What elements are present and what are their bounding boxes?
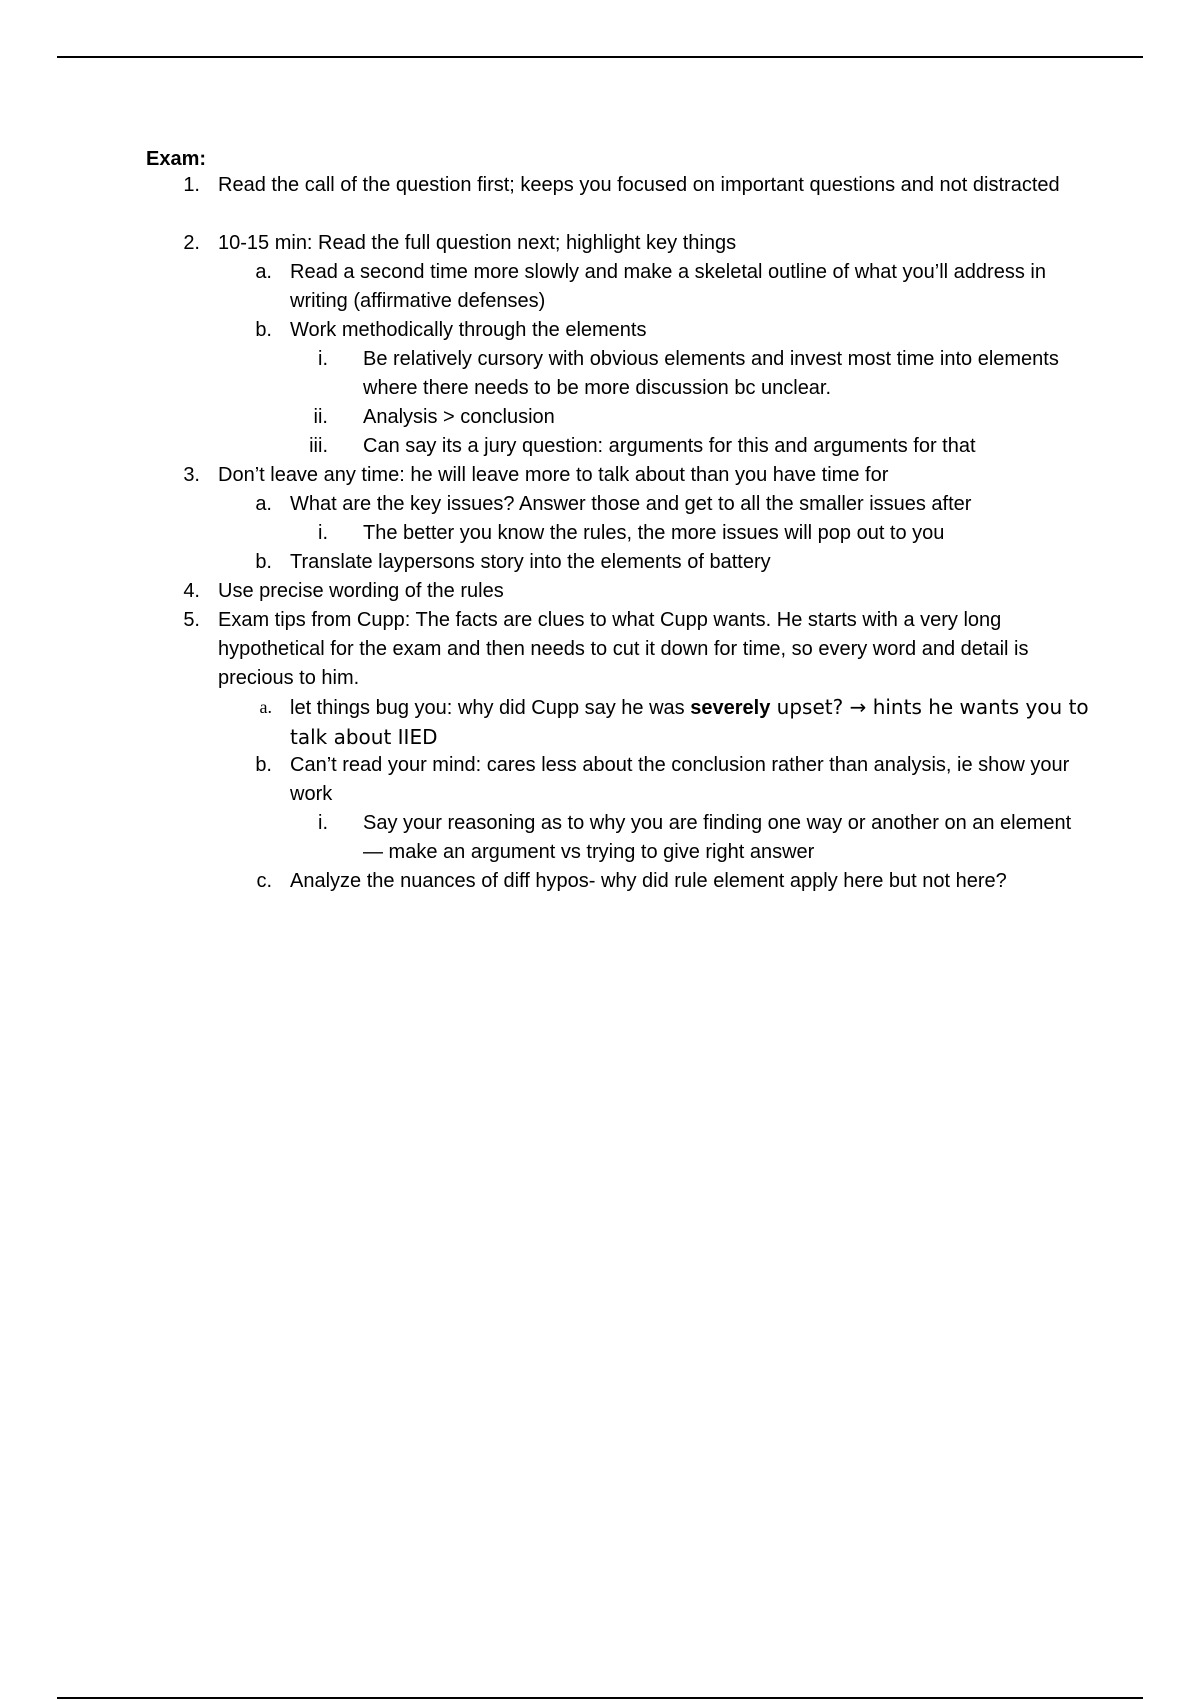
list-marker: iii. [309,435,328,457]
list-item-text [290,693,1100,753]
list-item-text: Read a second time more slowly and make a skeletal outline of what you’ll address in writing (affirmative defenses) [290,261,1046,312]
list-item-text: The better you know the rules, the more issues will pop out to you [363,522,945,544]
list-item-text: Work methodically through the elements [290,319,647,341]
section-heading: Exam: [146,148,207,170]
header-rule [57,56,1143,58]
list-marker: b. [255,551,272,573]
list-marker: 1. [183,174,200,196]
list-item-text: 10-15 min: Read the full question next; highlight key things [218,232,737,254]
list-item-text: Can say its a jury question: arguments for this and arguments for that [363,435,976,457]
list-item-text: Translate laypersons story into the elements of battery [290,551,771,573]
list-marker: a. [255,493,272,515]
list-marker: 5. [183,609,200,631]
list-marker: b. [255,754,272,776]
list-item-text: What are the key issues? Answer those and get to all the smaller issues after [290,493,972,515]
footer-rule [57,1697,1143,1699]
list-marker: a. [255,261,272,283]
list-item-text: Say your reasoning as to why you are finding one way or another on an element — make an argument vs trying to give right answer [363,812,1072,863]
list-marker: i. [318,812,328,834]
list-marker: a. [259,697,272,717]
list-marker: 3. [183,464,200,486]
list-marker: 4. [183,580,200,602]
list-marker: i. [318,522,328,544]
list-item-text: Use precise wording of the rules [218,580,504,602]
list-marker: b. [255,319,272,341]
list-item-text: Analysis > conclusion [363,406,555,428]
list-item-text: Read the call of the question first; keeps you focused on important questions and not distracted [218,174,1060,196]
list-item-text: Be relatively cursory with obvious elements and invest most time into elements where there needs to be more discussion bc unclear. [363,348,1059,399]
text-run: upset? → hints he wants you to talk about IIED [290,695,1089,749]
list-item-text: Can’t read your mind: cares less about the conclusion rather than analysis, ie show your work [290,754,1070,805]
list-marker: c. [256,870,272,892]
list-marker: ii. [313,406,328,428]
bold-emphasis: severely [690,697,771,719]
list-marker: i. [318,348,328,370]
list-marker: 2. [183,232,200,254]
list-item-text: Analyze the nuances of diff hypos- why did rule element apply here but not here? [290,870,1007,892]
text-run: let things bug you: why did Cupp say he was [290,697,691,719]
list-item-text: Don’t leave any time: he will leave more to talk about than you have time for [218,464,889,486]
list-item-text: Exam tips from Cupp: The facts are clues to what Cupp wants. He starts with a very long hypothetical for the exam and then needs to cut it down for time, so every word and detail is precious to him. [218,609,1029,689]
